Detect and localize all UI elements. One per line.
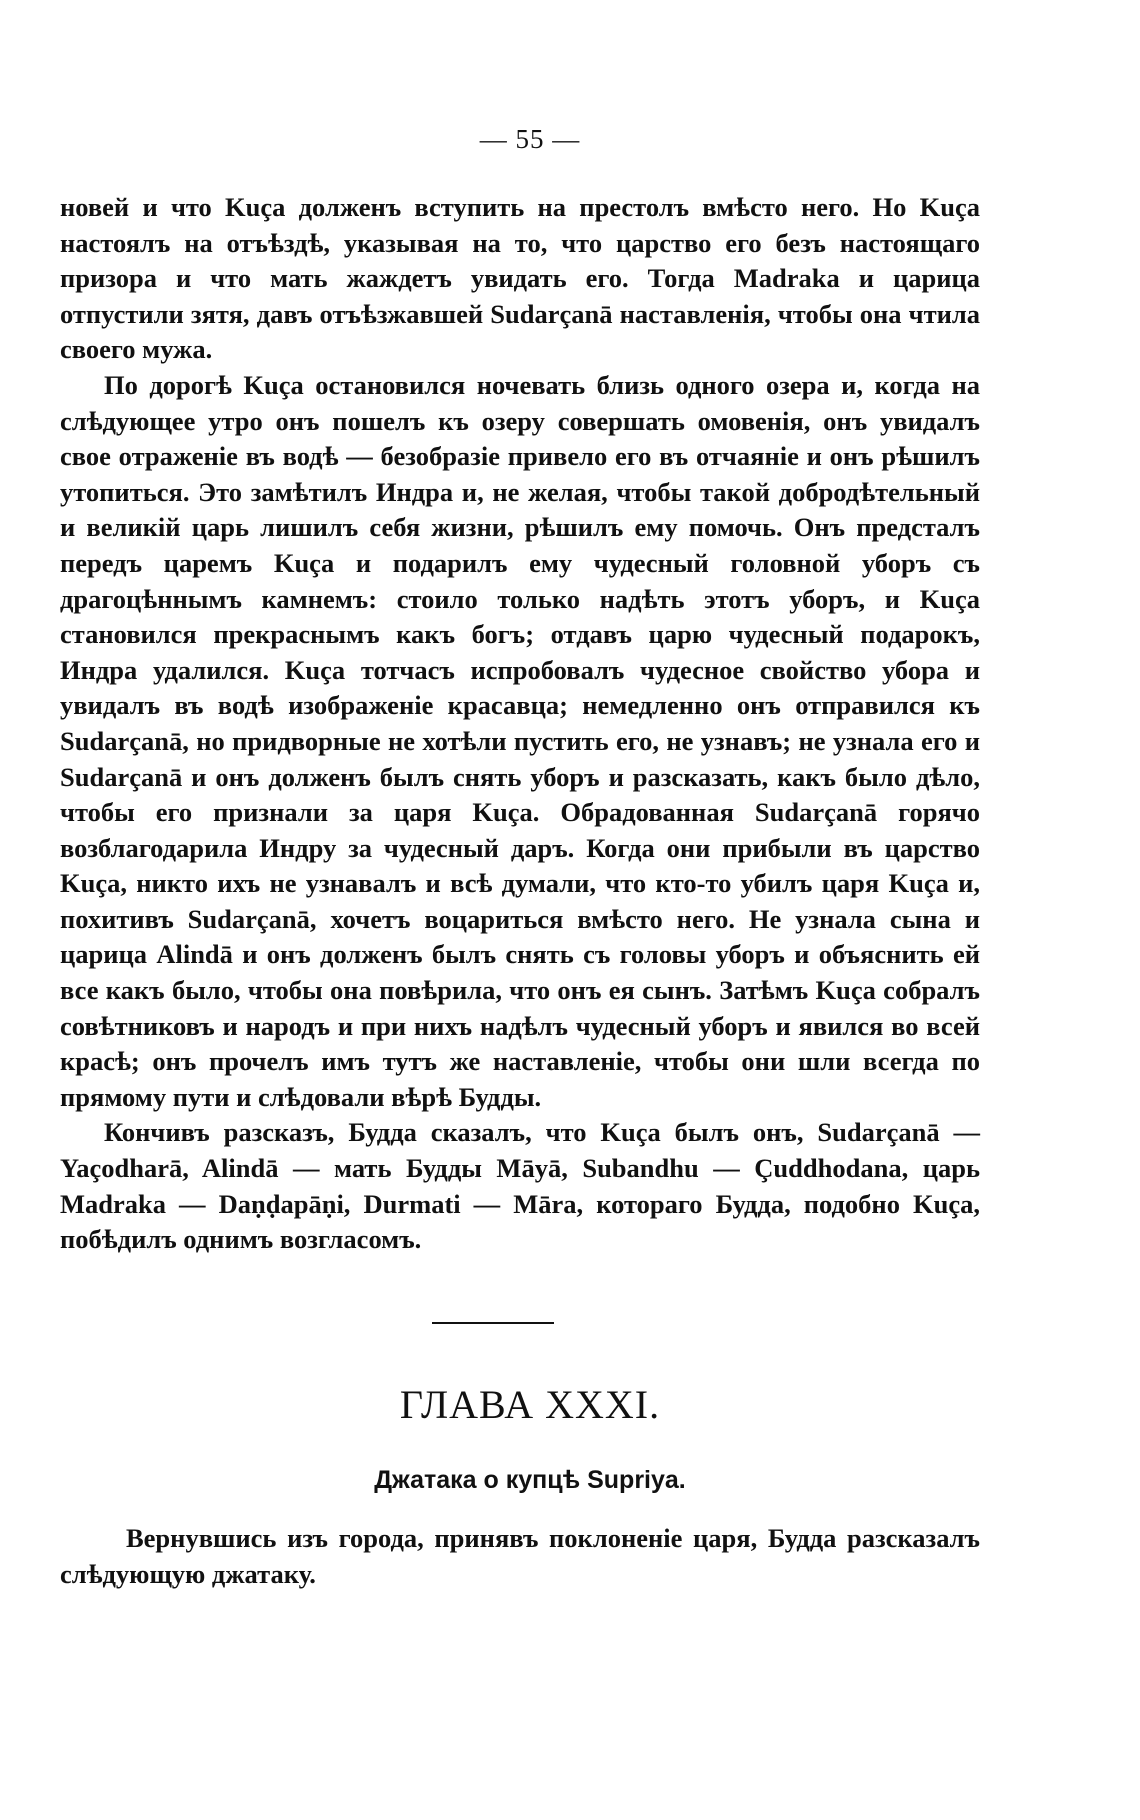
paragraph-2: По дорогѣ Kuça остановился ночевать близь одного озера и, когда на слѣдующее утро онъ пошелъ къ озеру совершать омовенія, онъ увидалъ свое отраженіе въ водѣ — безобразіе привело его въ отчаяніе и онъ рѣшилъ утопиться. Это замѣтилъ Индра и, не желая, чтобы такой добродѣтельный и великій царь лишилъ себя жизни, рѣшилъ ему помочь. Онъ предсталъ передъ царемъ Kuça и подарилъ ему чудесный головной уборъ съ драгоцѣннымъ камнемъ: стоило только надѣть этотъ уборъ, и Kuça становился прекраснымъ какъ богъ; отдавъ царю чудесный подарокъ, Индра удалился. Kuça тотчасъ испробовалъ чудесное свойство убора и увидалъ въ водѣ изображеніе красавца; немедленно онъ отправился къ Sudarçanā, но придворные не хотѣли пустить его, не узнавъ; не узнала его и Sudarçanā и онъ долженъ былъ снять уборъ и разсказать, какъ было дѣло, чтобы его признали за царя Kuça. Обрадованная Sudarçanā горячо возблагодарила Индру за чудесный даръ. Когда они прибыли въ царство Kuça, никто ихъ не узнавалъ и всѣ думали, что кто-то убилъ царя Kuça и, похитивъ Sudarçanā, хочетъ воцариться вмѣсто него. Не узнала сына и царица Alindā и онъ долженъ былъ снять съ головы уборъ и объяснить ей все какъ было, чтобы она повѣрила, что онъ ея сынъ. Затѣмъ Kuça собралъ совѣтниковъ и народъ и при нихъ надѣлъ чудесный уборъ и явился во всей красѣ; онъ прочелъ имъ тутъ же наставленіе, чтобы они шли всегда по прямому пути и слѣдовали вѣрѣ Будды. <box>60 369 980 1112</box>
chapter-subtitle: Джатака о купцѣ Supriya. <box>374 1466 686 1494</box>
body-text <box>60 190 980 1258</box>
paragraph-1: новей и что Kuça долженъ вступить на престолъ вмѣсто него. Но Kuça настоялъ на отъѣздѣ, указывая на то, что царство его безъ настоящаго призора и что мать жаждетъ увидать его. Тогда Madraka и царица отпустили зятя, давъ отъѣзжавшей Sudarçanā наставленія, чтобы она чтила своего мужа. <box>60 192 980 365</box>
paragraph-3: Кончивъ разсказъ, Будда сказалъ, что Kuça былъ онъ, Sudarçanā — Yaçodharā, Alindā — мать Будды Māyā, Subandhu — Çuddhodana, царь Madraka — Daṇḍapāṇi, Durmati — Māra, котораго Будда, подобно Kuça, побѣдилъ однимъ возгласомъ. <box>60 1117 980 1255</box>
chapter-opening-paragraph: Вернувшись изъ города, принявъ поклоненіе царя, Будда разсказалъ слѣдующую джатаку. <box>60 1523 980 1589</box>
page-number: — 55 — <box>479 124 581 154</box>
section-divider <box>432 1322 554 1324</box>
chapter-title: ГЛАВА XXXI. <box>399 1382 661 1427</box>
chapter-opening <box>60 1521 980 1592</box>
